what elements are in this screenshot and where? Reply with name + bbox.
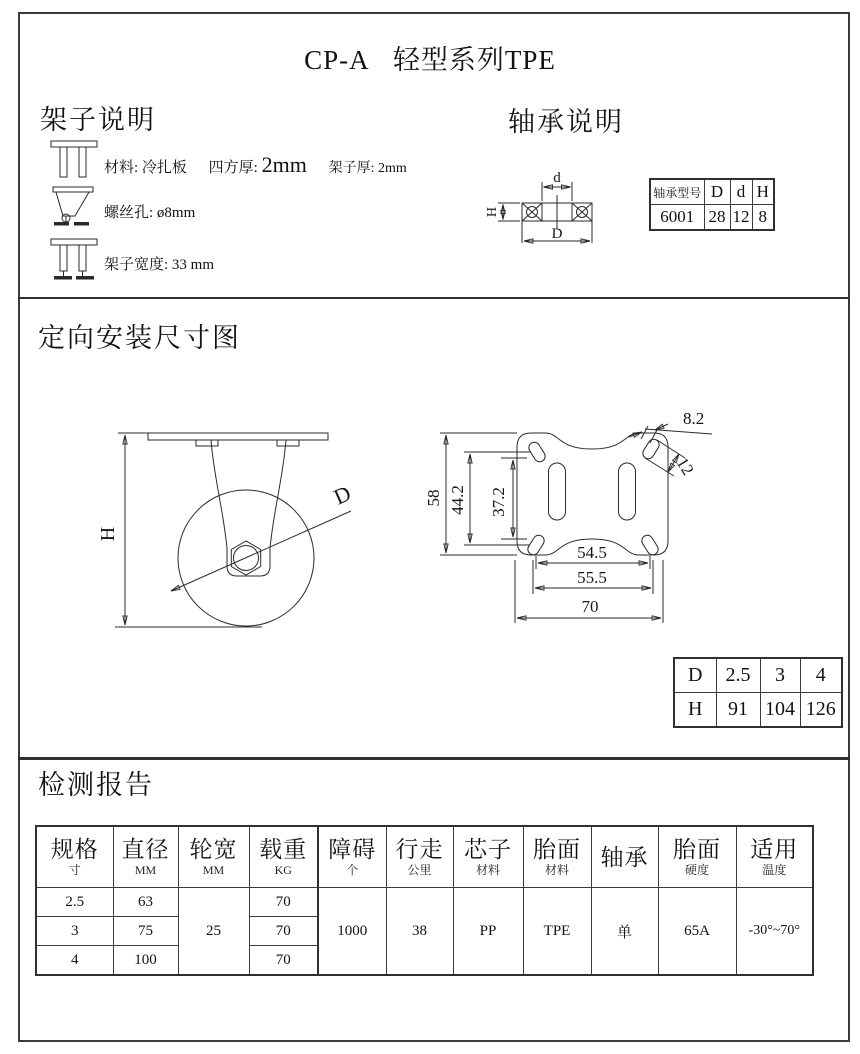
bearing-model-value: 6001 — [650, 205, 704, 231]
report-cell-tread: TPE — [523, 888, 591, 976]
dh-label-D: D — [674, 658, 716, 693]
report-cell-distance: 38 — [386, 888, 453, 976]
report-cell-spec: 4 — [36, 946, 113, 976]
frame-top-view-icon — [50, 140, 98, 182]
report-cell-load: 70 — [249, 946, 318, 976]
top-plate — [148, 433, 328, 446]
dh-label-H: H — [674, 693, 716, 728]
installation-section-heading: 定向安装尺寸图 — [38, 323, 241, 353]
report-cell-core: PP — [453, 888, 523, 976]
dh-h-value-2: 104 — [760, 693, 800, 728]
bearing-H-value: 8 — [752, 205, 774, 231]
mounting-plate-drawing — [425, 390, 725, 640]
frame-section-heading: 架子说明 — [40, 105, 156, 135]
report-header-temperature: 适用 温度 — [736, 826, 813, 888]
frame-width-row — [104, 253, 214, 274]
report-cell-diameter: 75 — [113, 917, 178, 946]
bearing-d-value: 12 — [730, 205, 752, 231]
bearing-col-D: D — [704, 179, 730, 205]
bearing-diagram — [486, 166, 611, 251]
dim-12-label: 12 — [672, 454, 698, 479]
dh-d-value-3: 4 — [800, 658, 842, 693]
frame-width-icon — [50, 238, 98, 282]
frame-thickness-label: 架子厚: 2mm — [328, 161, 407, 176]
bearing-col-H: H — [752, 179, 774, 205]
page-title: CP-A 轻型系列TPE — [304, 45, 556, 75]
dim-58-label: 58 — [424, 489, 443, 507]
report-cell-spec: 3 — [36, 917, 113, 946]
report-cell-load: 70 — [249, 888, 318, 917]
bearing-col-d: d — [730, 179, 752, 205]
report-cell-diameter: 100 — [113, 946, 178, 976]
frame-material-label: 材料: 冷扎板 — [104, 160, 187, 176]
frame-width-label: 架子宽度: 33 mm — [104, 257, 215, 273]
fork — [211, 440, 286, 576]
bearing-dim-d-label: d — [553, 170, 561, 186]
caster-side-view-drawing — [95, 400, 370, 645]
section-divider-2 — [18, 757, 850, 760]
report-header-tread: 胎面 材料 — [523, 826, 591, 888]
report-header-row — [36, 826, 813, 888]
report-cell-temperature: -30°~70° — [736, 888, 813, 976]
report-header-diameter: 直径 MM — [113, 826, 178, 888]
report-cell-wheel-width: 25 — [178, 888, 249, 976]
frame-material-row — [104, 152, 407, 178]
report-header-bearing: 轴承 — [591, 826, 658, 888]
report-row-1 — [36, 888, 813, 917]
report-cell-hardness: 65A — [658, 888, 736, 976]
bearing-D-value: 28 — [704, 205, 730, 231]
frame-screw-label: 螺丝孔: ø8mm — [104, 205, 196, 221]
report-header-distance: 行走 公里 — [386, 826, 453, 888]
frame-square-label: 四方厚: — [208, 160, 258, 176]
report-cell-diameter: 63 — [113, 888, 178, 917]
frame-side-view-icon — [52, 186, 94, 228]
dim-54-5-label: 54.5 — [577, 543, 607, 562]
dh-h-value-3: 126 — [800, 693, 842, 728]
diameter-height-table — [673, 657, 843, 728]
bearing-dim-D-label: D — [551, 226, 563, 242]
dim-44-2-label: 44.2 — [448, 485, 467, 515]
dim-37-2-label: 37.2 — [489, 487, 508, 517]
center-slots — [549, 463, 636, 520]
report-table — [35, 825, 814, 976]
bearing-section-heading: 轴承说明 — [508, 107, 624, 137]
dh-d-value-1: 2.5 — [716, 658, 760, 693]
frame-screw-row — [104, 201, 195, 222]
report-cell-load: 70 — [249, 917, 318, 946]
bearing-dim-H-label: H — [485, 206, 500, 218]
frame-square-value: 2mm — [261, 152, 307, 177]
report-section-heading: 检测报告 — [38, 770, 154, 800]
side-view-H-label: H — [97, 526, 119, 542]
dim-55-5-label: 55.5 — [577, 568, 607, 587]
report-header-spec: 规格 寸 — [36, 826, 113, 888]
report-cell-obstacles: 1000 — [318, 888, 386, 976]
side-view-D-label: D — [329, 480, 355, 510]
section-divider-1 — [18, 297, 850, 299]
dim-70-label: 70 — [581, 597, 599, 616]
dh-d-value-2: 3 — [760, 658, 800, 693]
report-header-load: 载重 KG — [249, 826, 318, 888]
plate-outline — [517, 433, 668, 555]
report-cell-bearing: 单 — [591, 888, 658, 976]
bearing-model-header: 轴承型号 — [650, 179, 704, 205]
dim-8-2-label: 8.2 — [683, 409, 705, 428]
report-header-core: 芯子 材料 — [453, 826, 523, 888]
report-header-wheel-width: 轮宽 MM — [178, 826, 249, 888]
dh-h-value-1: 91 — [716, 693, 760, 728]
bearing-table — [649, 178, 775, 231]
report-header-obstacles: 障碍 个 — [318, 826, 386, 888]
report-header-hardness: 胎面 硬度 — [658, 826, 736, 888]
report-cell-spec: 2.5 — [36, 888, 113, 917]
